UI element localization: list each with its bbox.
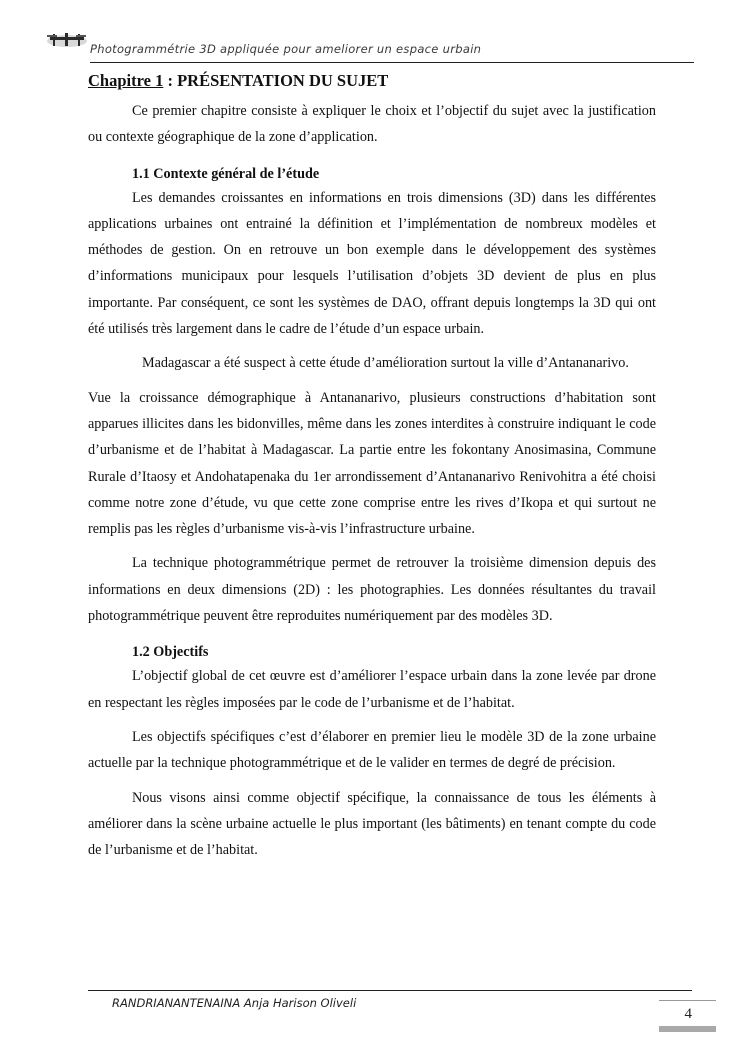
footer-author: RANDRIANANTENAINA Anja Harison Oliveli xyxy=(112,996,357,1010)
page-number-rule xyxy=(659,1000,716,1001)
objectives-paragraph-3: Nous visons ainsi comme objectif spécifique, la connaissance de tous les éléments à améliorer dans la scène urbaine actuelle le plus important (les bâtiments) en tenant compte du code de l’urbanisme et de l’habitat. xyxy=(88,789,656,859)
context-paragraph-1: Les demandes croissantes en informations en trois dimensions (3D) dans les différentes applications urbaines ont entrainé la définition et l’implémentation de nombreux modèles et méthodes de gestion. On en retrouve un bon exemple dans le développement des systèmes d’informations municipaux pour lesquels l’utilisation d’objets 3D devient de plus en plus importante. Par conséquent, ce sont les systèmes de DAO, offrant depuis longtemps la 3D qui ont été utilisés très largement dans le cadre de l’étude d’un espace urbain. xyxy=(88,189,656,338)
section-heading-context: 1.1 Contexte général de l’étude xyxy=(132,165,320,182)
drone-logo-icon xyxy=(44,30,90,50)
chapter-heading xyxy=(88,70,656,92)
section-heading-objectives: 1.2 Objectifs xyxy=(132,644,209,661)
page-content xyxy=(88,70,656,863)
chapter-label: Chapitre 1 xyxy=(88,71,164,90)
page-number-box xyxy=(659,1000,716,1032)
objectives-paragraph-2: Les objectifs spécifiques c’est d’élaborer en premier lieu le modèle 3D de la zone urbaine actuelle par la technique photogrammétrique et de le valider en termes de degré de précision. xyxy=(88,728,656,772)
objectives-paragraph-1: L’objectif global de cet œuvre est d’améliorer l’espace urbain dans la zone levée par drone en respectant les règles imposées par le code de l’urbanisme et de l’habitat. xyxy=(88,668,656,711)
intro-paragraph: Ce premier chapitre consiste à expliquer le choix et l’objectif du sujet avec la justification ou contexte géographique de la zone d’application. xyxy=(88,103,656,146)
context-paragraph-3: Vue la croissance démographique à Antananarivo, plusieurs constructions d’habitation sont apparues illicites dans les bidonvilles, même dans les zones interdites à construire indiquant le code d’urbanisme et de l’habitat à Madagascar. La partie entre les fokontany Anosimasina, Commune Rurale d’Itaosy et Andohatapenaka du 1er arrondissement d’Antananarivo Renivohitra a été choisi comme notre zone d’étude, vu que cette zone comprise entre les rives d’Ikopa et qui surtout ne remplis pas les règles d’urbanisme vis-à-vis l’infrastructure urbaine. xyxy=(88,389,656,538)
header-title: Photogrammétrie 3D appliquée pour ameliorer un espace urbain xyxy=(90,42,482,56)
page-number-bar xyxy=(659,1026,716,1032)
context-paragraph-4: La technique photogrammétrique permet de retrouver la troisième dimension depuis des informations en deux dimensions (2D) : les photographies. Les données résultantes du travail photogrammétrique peuvent être reproduites numériquement par des modèles 3D. xyxy=(88,555,656,625)
page-header xyxy=(44,28,694,68)
header-divider xyxy=(90,62,694,63)
footer-divider xyxy=(88,990,692,991)
page-number: 4 xyxy=(684,1006,692,1022)
chapter-title: : PRÉSENTATION DU SUJET xyxy=(163,71,389,90)
context-paragraph-2: Madagascar a été suspect à cette étude d’amélioration surtout la ville d’Antananarivo. xyxy=(142,355,629,372)
